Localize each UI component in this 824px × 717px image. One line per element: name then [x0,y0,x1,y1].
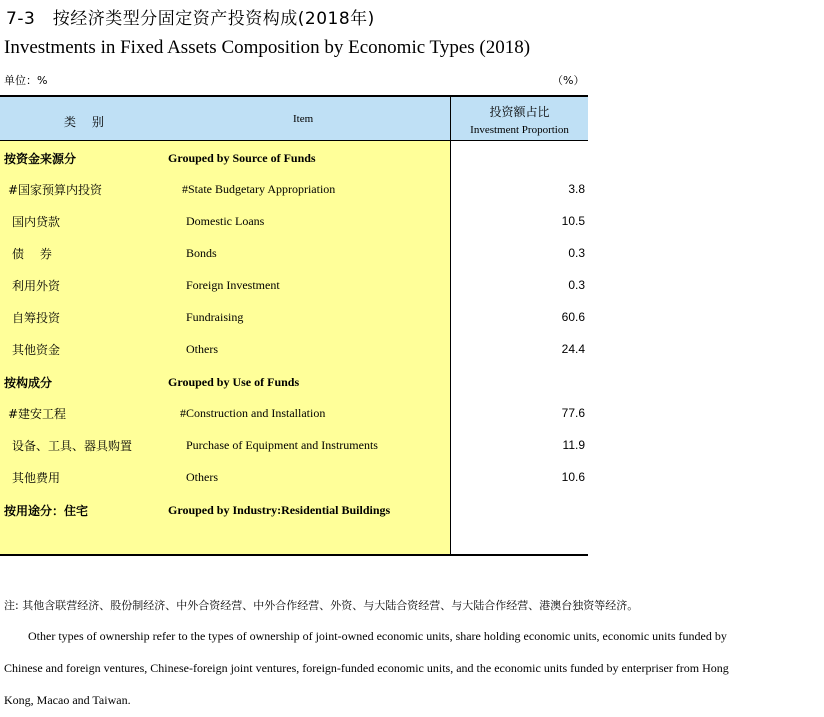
table-row [0,339,588,359]
row-label-cn: 按资金来源分 [4,152,77,166]
unit-label-right: （%） [552,74,585,87]
row-value: 24.4 [561,342,585,356]
row-label-cn: 债 券 [12,247,58,261]
row-label-cn: #建安工程 [8,407,67,421]
row-label-cn: 其他费用 [12,471,61,485]
investment-table [0,95,588,556]
row-label-en: Grouped by Industry:Residential Buildings [168,503,391,517]
table-header-rule [0,140,588,141]
row-label-cn: 国内贷款 [12,215,61,229]
row-label-en: #Construction and Installation [180,406,326,420]
row-value: 11.9 [562,438,585,452]
header-category: 类 别 [64,115,110,129]
table-row [0,403,588,423]
row-value: 10.6 [561,470,585,484]
row-value: 77.6 [561,406,585,420]
table-top-rule [0,95,588,97]
row-label-en: Domestic Loans [186,214,265,228]
header-item: Item [293,113,314,125]
row-label-cn: 按用途分：住宅 [4,504,89,518]
table-row [0,211,588,231]
header-left [0,97,450,140]
row-label-en: Purchase of Equipment and Instruments [186,438,378,452]
table-bottom-rule [0,554,588,556]
table-row [0,148,588,168]
page-title-en: Investments in Fixed Assets Composition by Economic Types (2018) [4,37,531,58]
row-value: 0.3 [568,278,585,292]
header-right [451,97,588,140]
page-title-cn: 7-3 按经济类型分固定资产投资构成(2018年) [6,9,375,29]
table-row [0,307,588,327]
table-row [0,467,588,487]
row-label-en: Others [186,342,218,356]
table-row [0,243,588,263]
header-proportion-cn: 投资额占比 [489,105,550,119]
unit-label: 单位：% [4,74,48,87]
table-row [0,179,588,199]
row-value: 10.5 [561,214,585,228]
footnote-cn: 注: 其他含联营经济、股份制经济、中外合资经营、中外合作经营、外资、与大陆合资经营、与大陆合作经营、港澳台独资等经济。 [4,599,639,612]
row-label-en: Bonds [186,246,217,260]
row-label-cn: 自筹投资 [12,311,61,325]
table-row [0,275,588,295]
footnote-en-line3: Kong, Macao and Taiwan. [4,693,131,707]
table-row [0,372,588,392]
footnote-en-line2: Chinese and foreign ventures, Chinese-foreign joint ventures, foreign-funded economic units, and the economic units funded by enterpriser from Hong [4,661,729,675]
row-label-cn: 其他资金 [12,343,61,357]
table-row [0,500,588,520]
row-label-cn: 利用外资 [12,279,61,293]
row-value: 60.6 [561,310,585,324]
row-label-cn: 设备、工具、器具购置 [12,439,133,453]
row-label-en: Fundraising [186,310,244,324]
row-label-cn: #国家预算内投资 [8,183,103,197]
row-label-en: Others [186,470,218,484]
table-row [0,435,588,455]
row-label-en: #State Budgetary Appropriation [182,182,336,196]
header-proportion-en: Investment Proportion [470,124,569,136]
row-label-en: Foreign Investment [186,278,280,292]
footnote-en-line1: Other types of ownership refer to the types of ownership of joint-owned economic units, share holding economic units, economic units funded by [28,629,727,643]
row-label-en: Grouped by Source of Funds [168,151,316,165]
row-value: 0.3 [568,246,585,260]
row-value: 3.8 [568,182,585,196]
row-label-en: Grouped by Use of Funds [168,375,300,389]
row-label-cn: 按构成分 [4,376,53,390]
